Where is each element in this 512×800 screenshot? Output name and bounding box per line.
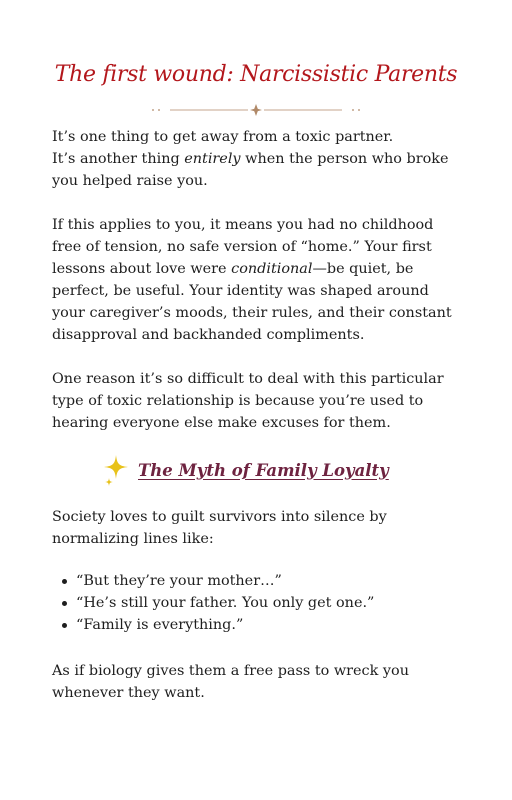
- sparkle-icon: [104, 452, 132, 488]
- page-title: The first wound: Narcissistic Parents: [54, 62, 458, 87]
- paragraph-childhood-end: —be quiet, be perfect, be useful. Your identity was shaped around your caregiver’s moods, their rules, and their constant disapproval and backhanded compliments.: [52, 261, 452, 343]
- list-item: “But they’re your mother…”: [52, 570, 462, 592]
- paragraph-society: Society loves to guilt survivors into silence by normalizing lines like:: [52, 509, 387, 547]
- paragraph-intro-line2-start: It’s another thing: [52, 151, 185, 167]
- paragraph-intro: [52, 126, 462, 192]
- paragraph-intro-line1: It’s one thing to get away from a toxic partner.: [52, 129, 394, 145]
- list-item: “He’s still your father. You only get one.”: [52, 592, 462, 614]
- paragraph-excuses: One reason it’s so difficult to deal with this particular type of toxic relationship is because you’re used to hearing everyone else make excuses for them.: [52, 371, 444, 431]
- ornamental-divider-icon: [150, 102, 362, 118]
- paragraph-intro-line2-end: when the person who broke you helped raise you.: [52, 151, 449, 189]
- paragraph-childhood: [52, 214, 462, 346]
- quote-list: [52, 570, 462, 636]
- section-heading: [104, 452, 389, 488]
- emphasis-entirely: entirely: [184, 151, 241, 167]
- section-heading-text: The Myth of Family Loyalty: [138, 460, 389, 480]
- paragraph-childhood-start: If this applies to you, it means you had no childhood free of tension, no safe version of “home.” Your first lessons about love were: [52, 217, 434, 277]
- emphasis-conditional: conditional: [231, 261, 313, 277]
- paragraph-biology: As if biology gives them a free pass to wreck you whenever they want.: [52, 663, 409, 701]
- list-item: “Family is everything.”: [52, 614, 462, 636]
